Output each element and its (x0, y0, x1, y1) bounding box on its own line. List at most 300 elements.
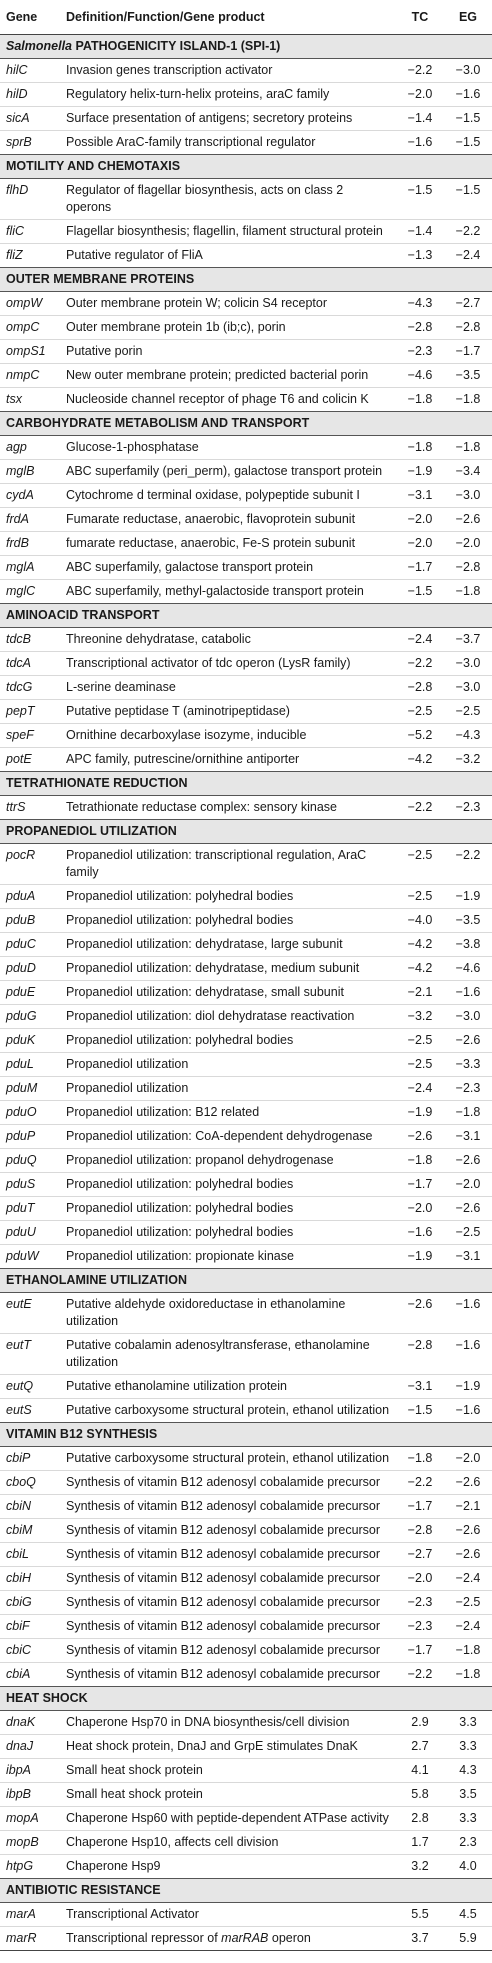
tc-value-cell: −2.7 (396, 1543, 444, 1567)
definition-cell: Regulatory helix-turn-helix proteins, araC family (60, 83, 396, 107)
definition-cell: Tetrathionate reductase complex: sensory kinase (60, 796, 396, 820)
tc-value-cell: −1.9 (396, 460, 444, 484)
definition-cell: APC family, putrescine/ornithine antiporter (60, 748, 396, 772)
definition-cell: Propanediol utilization: polyhedral bodies (60, 1173, 396, 1197)
table-row (0, 388, 492, 412)
header-tc: TC (396, 0, 444, 35)
definition-cell: Chaperone Hsp10, affects cell division (60, 1831, 396, 1855)
gene-cell: pduB (0, 909, 60, 933)
tc-value-cell: −2.0 (396, 83, 444, 107)
tc-value-cell: −1.7 (396, 1173, 444, 1197)
section-header-row (0, 1687, 492, 1711)
tc-value-cell: −2.3 (396, 1615, 444, 1639)
table-row (0, 1831, 492, 1855)
eg-value-cell: −2.7 (444, 292, 492, 316)
header-row (0, 0, 492, 35)
gene-cell: eutS (0, 1399, 60, 1423)
definition-cell: Synthesis of vitamin B12 adenosyl cobalamide precursor (60, 1495, 396, 1519)
definition-cell: Putative ethanolamine utilization protein (60, 1375, 396, 1399)
gene-cell: tdcA (0, 652, 60, 676)
tc-value-cell: −2.5 (396, 1029, 444, 1053)
definition-cell: Propanediol utilization: polyhedral bodies (60, 1029, 396, 1053)
eg-value-cell: −1.6 (444, 1293, 492, 1334)
header-eg: EG (444, 0, 492, 35)
gene-cell: marA (0, 1903, 60, 1927)
tc-value-cell: −1.5 (396, 580, 444, 604)
table-row (0, 316, 492, 340)
eg-value-cell: −2.0 (444, 532, 492, 556)
section-header-row (0, 268, 492, 292)
gene-cell: hilC (0, 59, 60, 83)
gene-cell: eutE (0, 1293, 60, 1334)
eg-value-cell: −4.3 (444, 724, 492, 748)
definition-cell: Outer membrane protein W; colicin S4 receptor (60, 292, 396, 316)
gene-cell: pduC (0, 933, 60, 957)
table-row (0, 59, 492, 83)
eg-value-cell: −1.6 (444, 1399, 492, 1423)
table-row (0, 436, 492, 460)
definition-cell: Chaperone Hsp70 in DNA biosynthesis/cell division (60, 1711, 396, 1735)
gene-cell: cbiN (0, 1495, 60, 1519)
gene-cell: pepT (0, 700, 60, 724)
section-title (0, 268, 492, 292)
definition-cell: fumarate reductase, anaerobic, Fe-S protein subunit (60, 532, 396, 556)
section-title-italic: Salmonella (6, 39, 72, 53)
section-title (0, 1879, 492, 1903)
table-row (0, 1807, 492, 1831)
table-row (0, 1735, 492, 1759)
table-row (0, 220, 492, 244)
table-row (0, 1663, 492, 1687)
definition-cell: ABC superfamily (peri_perm), galactose transport protein (60, 460, 396, 484)
eg-value-cell: −2.6 (444, 1149, 492, 1173)
eg-value-cell: 5.9 (444, 1927, 492, 1951)
tc-value-cell: −1.8 (396, 388, 444, 412)
tc-value-cell: −2.2 (396, 1663, 444, 1687)
eg-value-cell: −1.8 (444, 388, 492, 412)
eg-value-cell: −1.7 (444, 340, 492, 364)
gene-cell: pduO (0, 1101, 60, 1125)
tc-value-cell: −1.8 (396, 1447, 444, 1471)
table-row (0, 1399, 492, 1423)
gene-cell: pduG (0, 1005, 60, 1029)
tc-value-cell: −5.2 (396, 724, 444, 748)
gene-cell: mglC (0, 580, 60, 604)
definition-cell: Putative cobalamin adenosyltransferase, ethanolamine utilization (60, 1334, 396, 1375)
section-header-row (0, 604, 492, 628)
gene-cell: cydA (0, 484, 60, 508)
table-header (0, 0, 492, 35)
definition-cell: Glucose-1-phosphatase (60, 436, 396, 460)
gene-cell: fliC (0, 220, 60, 244)
gene-cell: pduA (0, 885, 60, 909)
tc-value-cell: 5.5 (396, 1903, 444, 1927)
table-row (0, 1495, 492, 1519)
definition-cell: Propanediol utilization: polyhedral bodies (60, 1197, 396, 1221)
table-row (0, 676, 492, 700)
eg-value-cell: −3.7 (444, 628, 492, 652)
gene-cell: potE (0, 748, 60, 772)
table-row (0, 1903, 492, 1927)
gene-cell: speF (0, 724, 60, 748)
definition-cell: Putative carboxysome structural protein, ethanol utilization (60, 1399, 396, 1423)
eg-value-cell: −2.3 (444, 796, 492, 820)
table-row (0, 748, 492, 772)
gene-cell: htpG (0, 1855, 60, 1879)
definition-cell: Synthesis of vitamin B12 adenosyl cobalamide precursor (60, 1567, 396, 1591)
definition-cell: Propanediol utilization: polyhedral bodies (60, 909, 396, 933)
eg-value-cell: 4.0 (444, 1855, 492, 1879)
definition-cell: Propanediol utilization: polyhedral bodies (60, 885, 396, 909)
definition-cell: Heat shock protein, DnaJ and GrpE stimulates DnaK (60, 1735, 396, 1759)
eg-value-cell: 2.3 (444, 1831, 492, 1855)
gene-cell: nmpC (0, 364, 60, 388)
section-title (0, 772, 492, 796)
eg-value-cell: −2.6 (444, 1471, 492, 1495)
tc-value-cell: 1.7 (396, 1831, 444, 1855)
gene-cell: tdcB (0, 628, 60, 652)
section-title (0, 412, 492, 436)
eg-value-cell: −3.2 (444, 748, 492, 772)
section-title-text: MOTILITY AND CHEMOTAXIS (6, 159, 181, 173)
eg-value-cell: −1.8 (444, 436, 492, 460)
eg-value-cell: −2.5 (444, 700, 492, 724)
gene-cell: frdA (0, 508, 60, 532)
eg-value-cell: −2.6 (444, 1519, 492, 1543)
section-header-row (0, 35, 492, 59)
table-row (0, 1101, 492, 1125)
definition-cell: Possible AraC-family transcriptional regulator (60, 131, 396, 155)
table-row (0, 580, 492, 604)
tc-value-cell: −3.2 (396, 1005, 444, 1029)
eg-value-cell: 3.3 (444, 1807, 492, 1831)
definition-cell: Propanediol utilization: transcriptional regulation, AraC family (60, 844, 396, 885)
tc-value-cell: −2.4 (396, 1077, 444, 1101)
gene-cell: hilD (0, 83, 60, 107)
eg-value-cell: 3.3 (444, 1711, 492, 1735)
definition-cell: ABC superfamily, methyl-galactoside transport protein (60, 580, 396, 604)
table-row (0, 957, 492, 981)
gene-cell: cbiG (0, 1591, 60, 1615)
table-row (0, 1173, 492, 1197)
eg-value-cell: −3.1 (444, 1125, 492, 1149)
eg-value-cell: −2.4 (444, 1567, 492, 1591)
tc-value-cell: −2.6 (396, 1293, 444, 1334)
eg-value-cell: −2.6 (444, 1029, 492, 1053)
definition-cell: Synthesis of vitamin B12 adenosyl cobalamide precursor (60, 1639, 396, 1663)
eg-value-cell: −2.5 (444, 1591, 492, 1615)
definition-cell: Outer membrane protein 1b (ib;c), porin (60, 316, 396, 340)
table-row (0, 83, 492, 107)
tc-value-cell: 2.7 (396, 1735, 444, 1759)
section-title (0, 1687, 492, 1711)
section-title-text: OUTER MEMBRANE PROTEINS (6, 272, 195, 286)
table-body (0, 35, 492, 1951)
definition-cell: Small heat shock protein (60, 1783, 396, 1807)
definition-cell: Transcriptional activator of tdc operon (LysR family) (60, 652, 396, 676)
tc-value-cell: −1.7 (396, 1639, 444, 1663)
eg-value-cell: −2.4 (444, 1615, 492, 1639)
definition-cell: Putative carboxysome structural protein, ethanol utilization (60, 1447, 396, 1471)
section-title-text: ANTIBIOTIC RESISTANCE (6, 1883, 161, 1897)
table-row (0, 1334, 492, 1375)
tc-value-cell: −2.0 (396, 508, 444, 532)
definition-cell: L-serine deaminase (60, 676, 396, 700)
tc-value-cell: −1.4 (396, 107, 444, 131)
table-row (0, 1125, 492, 1149)
tc-value-cell: −2.0 (396, 1567, 444, 1591)
definition-cell: Ornithine decarboxylase isozyme, inducible (60, 724, 396, 748)
tc-value-cell: −1.6 (396, 1221, 444, 1245)
eg-value-cell: −2.8 (444, 316, 492, 340)
definition-cell: Propanediol utilization (60, 1077, 396, 1101)
gene-cell: pduQ (0, 1149, 60, 1173)
tc-value-cell: −2.2 (396, 59, 444, 83)
tc-value-cell: −1.8 (396, 436, 444, 460)
table-row (0, 244, 492, 268)
gene-cell: cbiH (0, 1567, 60, 1591)
section-header-row (0, 772, 492, 796)
gene-cell: ompS1 (0, 340, 60, 364)
tc-value-cell: −4.0 (396, 909, 444, 933)
eg-value-cell: 3.3 (444, 1735, 492, 1759)
gene-cell: eutQ (0, 1375, 60, 1399)
definition-cell: Putative aldehyde oxidoreductase in ethanolamine utilization (60, 1293, 396, 1334)
table-row (0, 1543, 492, 1567)
tc-value-cell: −2.5 (396, 700, 444, 724)
definition-cell: Chaperone Hsp60 with peptide-dependent ATPase activity (60, 1807, 396, 1831)
tc-value-cell: −2.4 (396, 628, 444, 652)
definition-cell: Flagellar biosynthesis; flagellin, filament structural protein (60, 220, 396, 244)
tc-value-cell: −2.6 (396, 1125, 444, 1149)
gene-cell: ibpA (0, 1759, 60, 1783)
table-row (0, 1197, 492, 1221)
tc-value-cell: −2.5 (396, 844, 444, 885)
gene-cell: pduW (0, 1245, 60, 1269)
eg-value-cell: −3.4 (444, 460, 492, 484)
gene-cell: pduT (0, 1197, 60, 1221)
section-title-text: AMINOACID TRANSPORT (6, 608, 160, 622)
eg-value-cell: −3.0 (444, 676, 492, 700)
table-row (0, 1759, 492, 1783)
definition-cell: Invasion genes transcription activator (60, 59, 396, 83)
tc-value-cell: −2.2 (396, 1471, 444, 1495)
tc-value-cell: 2.8 (396, 1807, 444, 1831)
tc-value-cell: −2.3 (396, 1591, 444, 1615)
section-header-row (0, 1879, 492, 1903)
gene-cell: mglB (0, 460, 60, 484)
definition-cell: Propanediol utilization: B12 related (60, 1101, 396, 1125)
gene-cell: cboQ (0, 1471, 60, 1495)
gene-cell: mopB (0, 1831, 60, 1855)
tc-value-cell: −2.3 (396, 340, 444, 364)
tc-value-cell: −2.2 (396, 652, 444, 676)
gene-cell: pduS (0, 1173, 60, 1197)
eg-value-cell: −1.6 (444, 83, 492, 107)
table-row (0, 1293, 492, 1334)
tc-value-cell: −2.5 (396, 885, 444, 909)
gene-cell: tsx (0, 388, 60, 412)
eg-value-cell: −1.8 (444, 580, 492, 604)
tc-value-cell: −2.2 (396, 796, 444, 820)
gene-cell: ttrS (0, 796, 60, 820)
gene-cell: mglA (0, 556, 60, 580)
eg-value-cell: −3.1 (444, 1245, 492, 1269)
table-row (0, 292, 492, 316)
gene-cell: agp (0, 436, 60, 460)
gene-cell: ompW (0, 292, 60, 316)
tc-value-cell: −2.1 (396, 981, 444, 1005)
gene-cell: pduE (0, 981, 60, 1005)
section-title-text: PROPANEDIOL UTILIZATION (6, 824, 177, 838)
eg-value-cell: −1.6 (444, 1334, 492, 1375)
eg-value-cell: −1.5 (444, 179, 492, 220)
eg-value-cell: −2.1 (444, 1495, 492, 1519)
gene-cell: dnaK (0, 1711, 60, 1735)
definition-cell: Putative regulator of FliA (60, 244, 396, 268)
table-row (0, 1783, 492, 1807)
section-title-text: VITAMIN B12 SYNTHESIS (6, 1427, 158, 1441)
tc-value-cell: −4.6 (396, 364, 444, 388)
definition-cell: Cytochrome d terminal oxidase, polypeptide subunit I (60, 484, 396, 508)
table-row (0, 1855, 492, 1879)
section-title (0, 1269, 492, 1293)
eg-value-cell: −3.0 (444, 1005, 492, 1029)
eg-value-cell: −2.0 (444, 1447, 492, 1471)
definition-cell: Propanediol utilization: propionate kinase (60, 1245, 396, 1269)
definition-cell: Propanediol utilization (60, 1053, 396, 1077)
definition-cell: Small heat shock protein (60, 1759, 396, 1783)
gene-cell: sicA (0, 107, 60, 131)
tc-value-cell: −2.0 (396, 1197, 444, 1221)
tc-value-cell: −1.9 (396, 1245, 444, 1269)
tc-value-cell: −1.6 (396, 131, 444, 155)
definition-cell: Nucleoside channel receptor of phage T6 and colicin K (60, 388, 396, 412)
definition-cell: Surface presentation of antigens; secretory proteins (60, 107, 396, 131)
gene-cell: cbiC (0, 1639, 60, 1663)
table-row (0, 556, 492, 580)
tc-value-cell: 5.8 (396, 1783, 444, 1807)
table-row (0, 1519, 492, 1543)
eg-value-cell: −1.5 (444, 131, 492, 155)
section-header-row (0, 820, 492, 844)
tc-value-cell: −1.7 (396, 1495, 444, 1519)
tc-value-cell: −3.1 (396, 484, 444, 508)
table-row (0, 700, 492, 724)
section-title-text: CARBOHYDRATE METABOLISM AND TRANSPORT (6, 416, 310, 430)
table-row (0, 1077, 492, 1101)
eg-value-cell: −2.2 (444, 844, 492, 885)
gene-cell: flhD (0, 179, 60, 220)
gene-cell: cbiL (0, 1543, 60, 1567)
definition-cell: New outer membrane protein; predicted bacterial porin (60, 364, 396, 388)
tc-value-cell: 2.9 (396, 1711, 444, 1735)
table-row (0, 532, 492, 556)
gene-cell: ibpB (0, 1783, 60, 1807)
definition-cell: Synthesis of vitamin B12 adenosyl cobalamide precursor (60, 1591, 396, 1615)
table-row (0, 1471, 492, 1495)
definition-cell: Propanediol utilization: dehydratase, small subunit (60, 981, 396, 1005)
section-header-row (0, 155, 492, 179)
table-row (0, 1591, 492, 1615)
tc-value-cell: −1.3 (396, 244, 444, 268)
eg-value-cell: −1.9 (444, 885, 492, 909)
table-row (0, 131, 492, 155)
tc-value-cell: −2.8 (396, 676, 444, 700)
tc-value-cell: 4.1 (396, 1759, 444, 1783)
tc-value-cell: −3.1 (396, 1375, 444, 1399)
tc-value-cell: −2.5 (396, 1053, 444, 1077)
section-title (0, 604, 492, 628)
eg-value-cell: −3.8 (444, 933, 492, 957)
eg-value-cell: −3.0 (444, 484, 492, 508)
eg-value-cell: −3.5 (444, 364, 492, 388)
eg-value-cell: −4.6 (444, 957, 492, 981)
section-title-text: TETRATHIONATE REDUCTION (6, 776, 188, 790)
gene-cell: sprB (0, 131, 60, 155)
table-row (0, 981, 492, 1005)
gene-cell: cbiM (0, 1519, 60, 1543)
gene-cell: cbiP (0, 1447, 60, 1471)
definition-cell: Propanediol utilization: diol dehydratase reactivation (60, 1005, 396, 1029)
tc-value-cell: −2.8 (396, 316, 444, 340)
eg-value-cell: −2.4 (444, 244, 492, 268)
eg-value-cell: −2.6 (444, 1197, 492, 1221)
table-row (0, 1447, 492, 1471)
table-row (0, 1927, 492, 1951)
table-row (0, 1567, 492, 1591)
eg-value-cell: −3.0 (444, 59, 492, 83)
gene-cell: pduK (0, 1029, 60, 1053)
header-gene: Gene (0, 0, 60, 35)
table-row (0, 1375, 492, 1399)
section-title (0, 35, 492, 59)
gene-cell: dnaJ (0, 1735, 60, 1759)
table-row (0, 1711, 492, 1735)
definition-cell: Propanediol utilization: dehydratase, large subunit (60, 933, 396, 957)
tc-value-cell: −1.9 (396, 1101, 444, 1125)
eg-value-cell: −3.0 (444, 652, 492, 676)
eg-value-cell: −1.9 (444, 1375, 492, 1399)
tc-value-cell: 3.2 (396, 1855, 444, 1879)
section-title (0, 820, 492, 844)
tc-value-cell: −4.2 (396, 748, 444, 772)
definition-cell: Synthesis of vitamin B12 adenosyl cobalamide precursor (60, 1663, 396, 1687)
section-header-row (0, 1423, 492, 1447)
table-row (0, 1245, 492, 1269)
table-row (0, 1029, 492, 1053)
eg-value-cell: −2.0 (444, 1173, 492, 1197)
tc-value-cell: −4.2 (396, 933, 444, 957)
gene-cell: mopA (0, 1807, 60, 1831)
table-row (0, 1639, 492, 1663)
section-title-text: PATHOGENICITY ISLAND-1 (SPI-1) (72, 39, 281, 53)
eg-value-cell: −3.5 (444, 909, 492, 933)
tc-value-cell: −1.4 (396, 220, 444, 244)
definition-cell: ABC superfamily, galactose transport protein (60, 556, 396, 580)
table-row (0, 909, 492, 933)
eg-value-cell: −2.2 (444, 220, 492, 244)
table-row (0, 1221, 492, 1245)
table-row (0, 844, 492, 885)
gene-cell: pduL (0, 1053, 60, 1077)
table-row (0, 1005, 492, 1029)
definition-cell: Putative peptidase T (aminotripeptidase) (60, 700, 396, 724)
table-row (0, 364, 492, 388)
definition-cell: Propanediol utilization: propanol dehydrogenase (60, 1149, 396, 1173)
eg-value-cell: −2.5 (444, 1221, 492, 1245)
tc-value-cell: −2.8 (396, 1334, 444, 1375)
